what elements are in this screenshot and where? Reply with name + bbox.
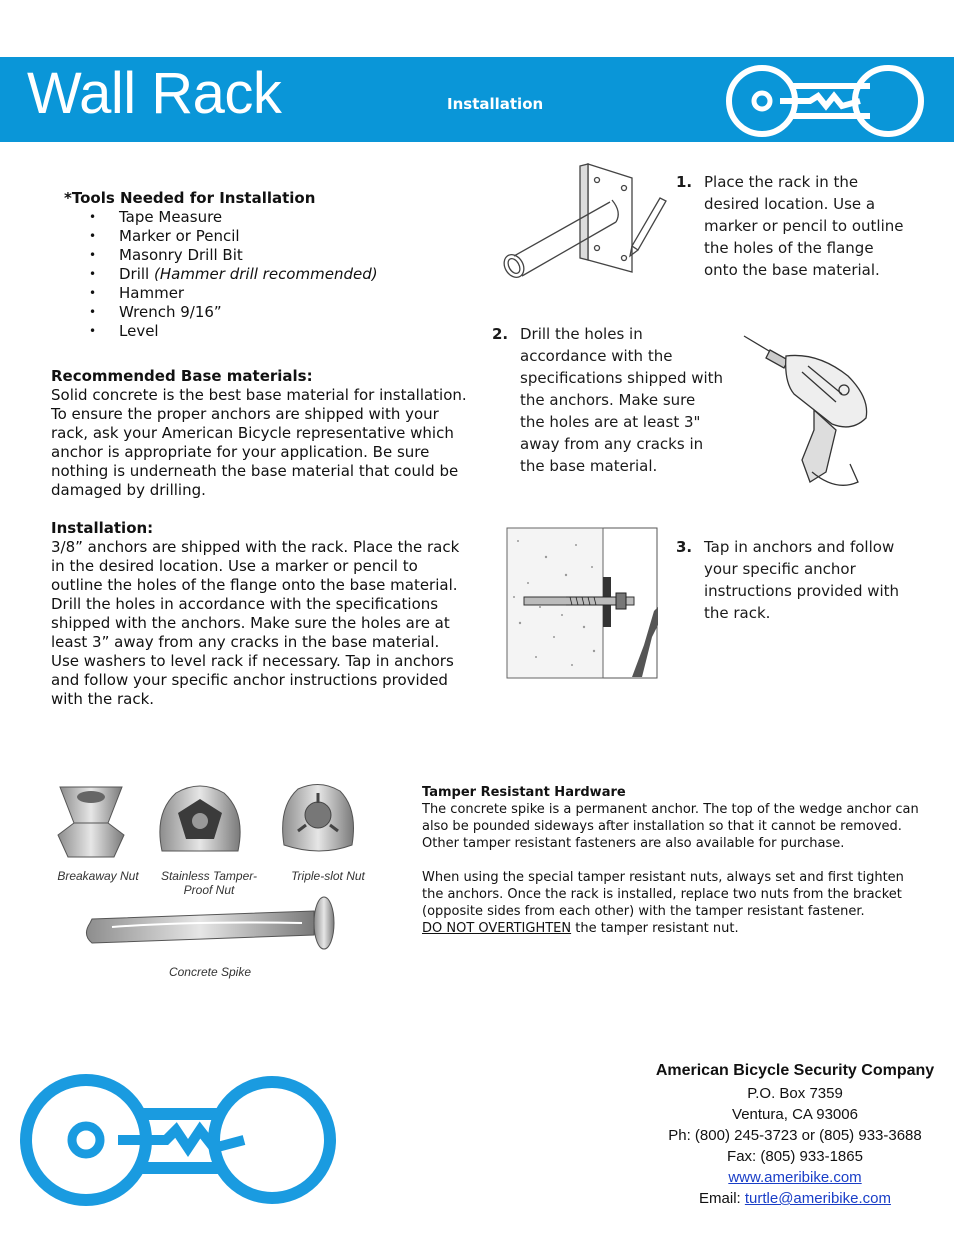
- step-2: 2. Drill the holes in accordance with the specifications shipped with the anchors. Make sure the holes are at least 3" away from any cracks in the base material.: [492, 325, 724, 475]
- tamper-para-1: The concrete spike is a permanent anchor. The top of the wedge anchor can also be pounded sideways after installation so that it cannot be removed. Other tamper resistant fasteners are also available for purchase.: [422, 802, 919, 851]
- drill-illustration: [740, 332, 880, 497]
- rack-flange-illustration: [492, 160, 672, 290]
- breakaway-nut-icon: [58, 787, 124, 857]
- installation-body: 3/8” anchors are shipped with the rack. Place the rack in the desired location. Use a marker or pencil to outline the holes of the flange onto the base material. Drill the holes in accordance with the specifications shipped with the anchors. Make sure the holes are at least 3” away from any cracks in the base material. Use washers to level rack if necessary. Tap in anchors and follow your specific anchor instructions provided with the rack.: [51, 538, 460, 708]
- concrete-spike-caption: Concrete Spike: [168, 965, 252, 979]
- company-logo-icon: [18, 1068, 338, 1213]
- breakaway-nut-caption: Breakaway Nut: [57, 869, 139, 883]
- tools-list: [89, 208, 378, 341]
- po-box: P.O. Box 7359: [747, 1085, 843, 1102]
- page-subtitle: Installation: [447, 95, 544, 113]
- email-link[interactable]: turtle@ameribike.com: [744, 1190, 891, 1207]
- list-item: • Masonry Drill Bit: [89, 246, 378, 265]
- anchor-cross-section-illustration: [506, 527, 658, 679]
- step-1: 1. Place the rack in the desired location. Use a marker or pencil to outline the holes of the flange onto the base material.: [676, 173, 904, 279]
- email-line: Email: turtle@ameribike.com: [699, 1190, 891, 1207]
- website-link[interactable]: www.ameribike.com: [728, 1169, 862, 1186]
- list-item: • Hammer: [89, 284, 378, 303]
- tamper-heading: Tamper Resistant Hardware: [422, 785, 626, 800]
- tamper-section: [422, 784, 922, 937]
- base-materials-heading: Recommended Base materials:: [51, 367, 313, 385]
- company-contact: [640, 1060, 950, 1209]
- concrete-spike-icon: [86, 897, 334, 949]
- key-logo-icon: [720, 60, 930, 142]
- installation-heading: Installation:: [51, 519, 154, 537]
- tamper-warning: DO NOT OVERTIGHTEN the tamper resistant nut.: [422, 921, 739, 936]
- triple-slot-nut-caption: Triple-slot Nut: [291, 869, 365, 883]
- list-item: • Wrench 9/16”: [89, 303, 378, 322]
- tamper-para-2: When using the special tamper resistant nuts, always set and first tighten the anchors. Once the rack is installed, replace two nuts from the bracket (opposite sides from each other) with the tamper resistant fastener.: [422, 870, 904, 919]
- tamper-proof-nut-icon: [160, 786, 240, 851]
- list-item: • Drill (Hammer drill recommended): [89, 265, 378, 284]
- list-item: • Marker or Pencil: [89, 227, 378, 246]
- step-3: 3. Tap in anchors and follow your specific anchor instructions provided with the rack.: [676, 538, 900, 622]
- triple-slot-nut-icon: [283, 784, 354, 851]
- base-materials-section: [51, 367, 471, 500]
- page-title: Wall Rack: [27, 61, 282, 126]
- base-materials-body: Solid concrete is the best base material for installation. To ensure the proper anchors are shipped with your rack, ask your American Bicycle representative which anchor is appropriate for your application. Be sure nothing is underneath the base material that could be damaged by drilling.: [51, 386, 467, 499]
- fax: Fax: (805) 933-1865: [727, 1148, 863, 1165]
- list-item: • Level: [89, 322, 378, 341]
- stainless-nut-caption: Stainless Tamper-Proof Nut: [160, 869, 258, 897]
- phone: Ph: (800) 245-3723 or (805) 933-3688: [668, 1127, 922, 1144]
- tools-heading: *Tools Needed for Installation: [64, 189, 316, 207]
- company-name: American Bicycle Security Company: [655, 1062, 935, 1079]
- installation-section: [51, 519, 471, 709]
- list-item: • Tape Measure: [89, 208, 378, 227]
- city: Ventura, CA 93006: [732, 1106, 858, 1123]
